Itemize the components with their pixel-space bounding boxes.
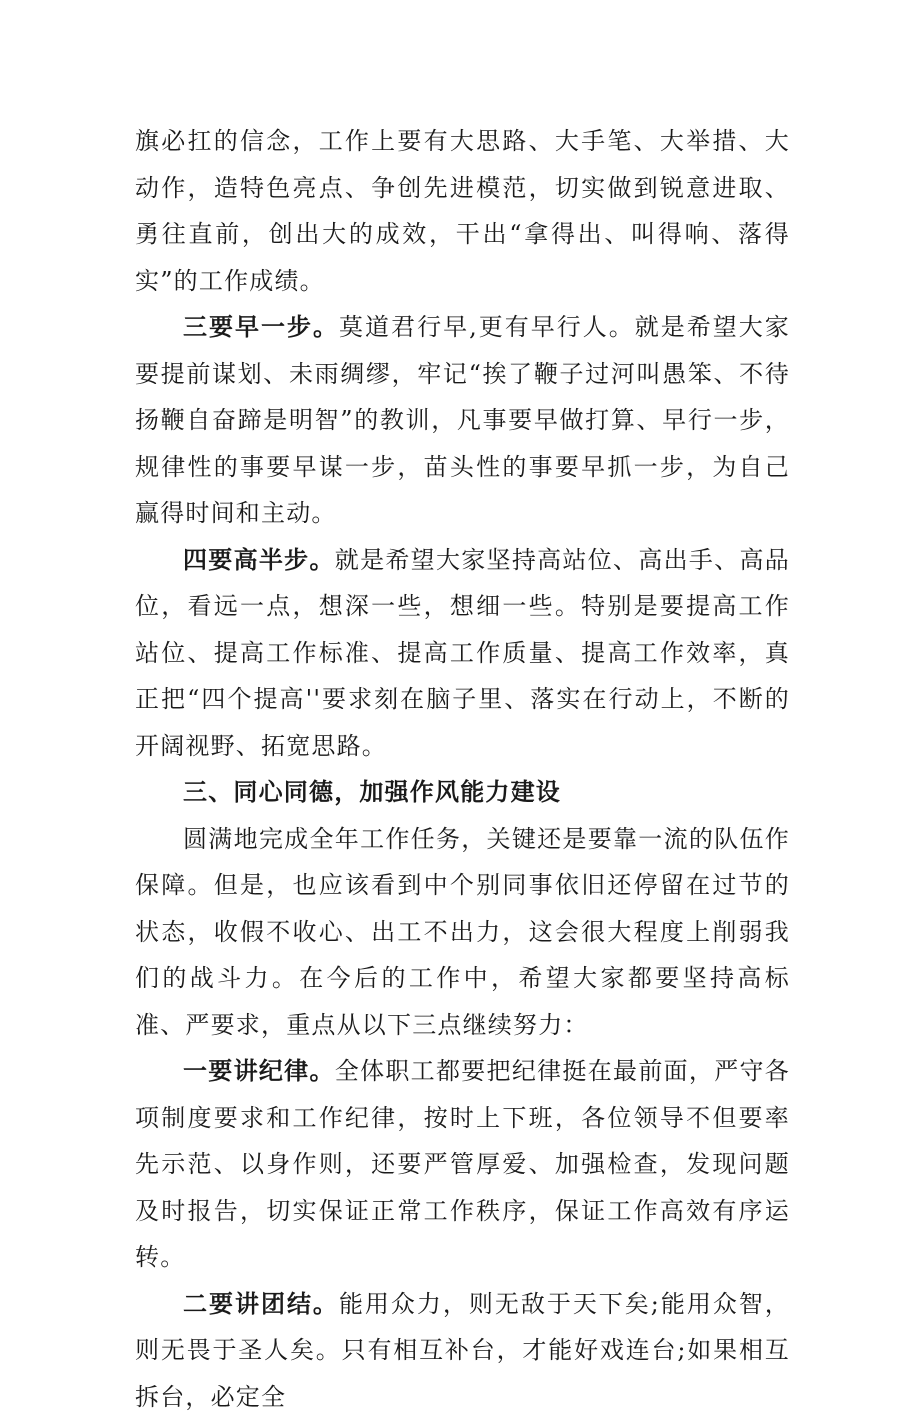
paragraph-team-guarantee	[135, 816, 790, 1049]
paragraph-lead: 三要早一步。	[183, 313, 339, 341]
paragraph-text: 全体职工都要把纪律挺在最前面，严守各项制度要求和工作纪律，按时上下班，各位领导不但要率先示范、以身作则，还要严管厚爱、加强检查，发现问题及时报告，切实保证正常工作秩序，保证工作高效有序运转。	[135, 1057, 790, 1271]
document-body	[135, 118, 790, 1420]
paragraph-half-step-higher	[135, 537, 790, 770]
paragraph-lead: 二要讲团结。	[183, 1290, 339, 1318]
paragraph-lead: 一要讲纪律。	[183, 1057, 335, 1085]
paragraph-text: 就是希望大家坚持高站位、高出手、高品位，看远一点，想深一些，想细一些。特别是要提高工作站位、提高工作标准、提高工作质量、提高工作效率，真正把“四个提高''要求刻在脑子里、落实在行动上，不断的开阔视野、拓宽思路。	[135, 546, 790, 760]
paragraph-text: 莫道君行早,更有早行人。就是希望大家要提前谋划、未雨绸缪，牢记“挨了鞭子过河叫愚笨、不待扬鞭自奋蹄是明智”的教训，凡事要早做打算、早行一步，规律性的事要早谋一步，苗头性的事要早抓一步，为自己赢得时间和主动。	[135, 313, 790, 527]
paragraph-continuation	[135, 118, 790, 304]
paragraph-lead: 四要高半步。	[183, 546, 335, 574]
paragraph-text: 能用众力，则无敌于天下矣;能用众智，则无畏于圣人矣。只有相互补台，才能好戏连台;如果相互拆台，必定全	[135, 1290, 790, 1411]
section-heading: 三、同心同德，加强作风能力建设	[135, 769, 790, 816]
paragraph-text: 圆满地完成全年工作任务，关键还是要靠一流的队伍作保障。但是，也应该看到中个别同事依旧还停留在过节的状态，收假不收心、出工不出力，这会很大程度上削弱我们的战斗力。在今后的工作中，希望大家都要坚持高标准、严要求，重点从以下三点继续努力：	[135, 825, 790, 1039]
paragraph-unity	[135, 1281, 790, 1420]
paragraph-early-step	[135, 304, 790, 537]
paragraph-text: 旗必扛的信念，工作上要有大思路、大手笔、大举措、大动作，造特色亮点、争创先进模范，切实做到锐意进取、勇往直前，创出大的成效，干出“拿得出、叫得响、落得实”的工作成绩。	[135, 127, 790, 295]
paragraph-discipline	[135, 1048, 790, 1281]
